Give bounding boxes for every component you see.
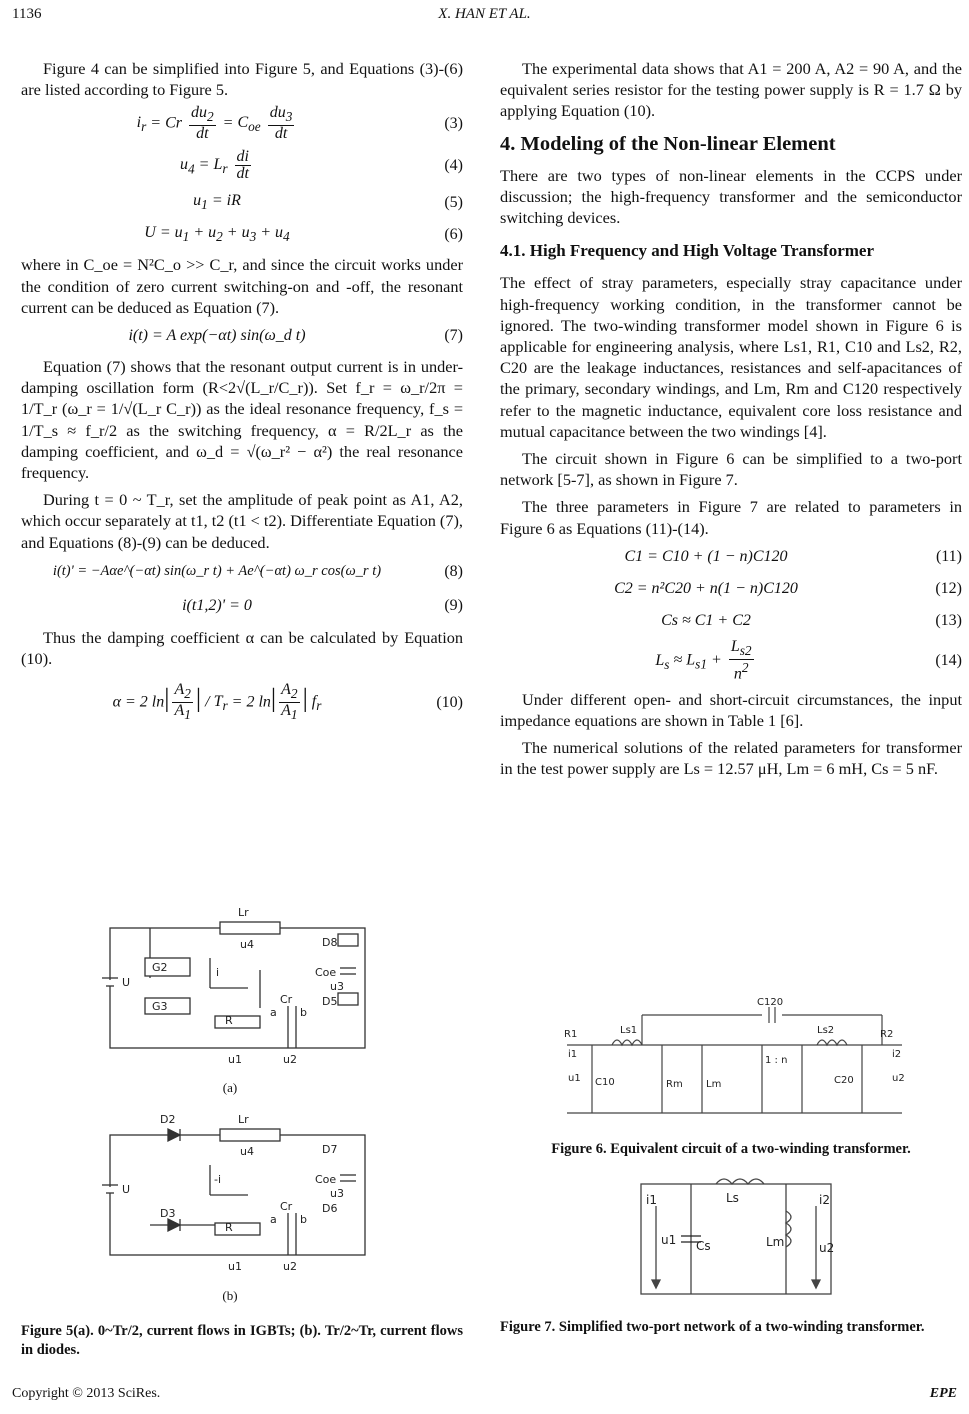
figure-5a-label: (a) [222,1080,238,1095]
equation-8: i(t)' = −Aαe^(−αt) sin(ω_r t) + Ae^(−αt) ω_r cos(ω_r t) (8) [52,563,463,581]
svg-text:u1: u1 [228,1260,242,1273]
svg-text:u1: u1 [228,1053,242,1066]
svg-text:u2: u2 [892,1073,905,1084]
svg-text:u1: u1 [661,1233,677,1247]
svg-text:C120: C120 [757,997,784,1008]
figure-7-caption: Figure 7. Simplified two-port network of a two-winding transformer. [500,1319,925,1335]
svg-text:D3: D3 [160,1207,176,1220]
svg-text:D2: D2 [160,1113,176,1126]
svg-text:D6: D6 [322,1202,338,1215]
paragraph: Equation (7) shows that the resonant output current is in under-damping oscillation form (R<2√(L_r/C_r)). Set f_r = ω_r/2π = 1/T_r (ω_r = 1/√(L_r C_r)) as the ideal resonance frequency, f_s = 1/T_s ≈ f_r/2 as the switching frequency, α = R/2L_r as the damping coefficient, and ω_d = √(ω_r² − α²) the real resonance frequency. [21,357,463,483]
svg-text:R: R [225,1014,233,1027]
svg-text:i2: i2 [819,1193,830,1207]
equation-3: $i_r = Cr$ $\frac{du_2}{dt}$ = $C_{oe}$ $\frac{du_3}{dt}$ (3) [136,103,463,142]
svg-text:u3: u3 [330,980,344,993]
svg-text:a: a [270,1213,277,1226]
left-column [21,58,463,737]
page-header [0,6,969,30]
svg-text:U: U [122,976,131,989]
svg-text:R2: R2 [880,1029,894,1040]
svg-text:D7: D7 [322,1143,338,1156]
equation-4: $u_4 = L_r$ $\frac{di}{dt}$ (4) [179,147,463,182]
svg-text:b: b [300,1213,307,1226]
svg-text:u2: u2 [283,1053,297,1066]
svg-text:D5: D5 [322,995,338,1008]
svg-text:Ls: Ls [726,1191,739,1205]
svg-text:Cr: Cr [280,1200,293,1213]
copyright: Copyright © 2013 SciRes. [12,1386,161,1401]
equation-13: Cs ≈ C1 + C2 (13) [661,612,962,630]
paragraph: The experimental data shows that A1 = 200 A, A2 = 90 A, and the equivalent series resistor for the testing power supply is R = 1.7 Ω by applying Equation (10). [500,59,962,121]
paragraph: The circuit shown in Figure 6 can be simplified to a two-port network [5-7], as shown in Figure 7. [500,449,962,490]
running-authors: X. HAN ET AL. [438,6,531,22]
figure-5-caption: Figure 5(a). 0~Tr/2, current flows in IGBTs; (b). Tr/2~Tr, current flows in diodes. [21,1323,463,1358]
svg-text:D8: D8 [322,936,338,949]
svg-text:R1: R1 [564,1029,578,1040]
equation-7: i(t) = A exp(−αt) sin(ω_d t) (7) [128,327,463,345]
subsection-heading: 4.1. High Frequency and High Voltage Transformer [500,241,875,261]
svg-text:U: U [122,1183,131,1196]
svg-text:G2: G2 [152,961,168,974]
svg-text:i: i [216,966,220,979]
paragraph: Figure 4 can be simplified into Figure 5, and Equations (3)-(6) are listed according to Figure 5. [21,59,463,100]
svg-text:u4: u4 [240,938,254,951]
svg-text:Ls1: Ls1 [620,1025,638,1036]
paragraph: There are two types of non-linear elements in the CCPS under discussion; the high-frequency transformer and the semiconductor switching devices. [500,165,962,228]
svg-text:1 : n: 1 : n [765,1055,788,1066]
svg-text:R: R [225,1221,233,1234]
equation-14: $L_s \approx L_{s1}$ + $\frac{L_{s2}}{n^2}$ (14) [655,638,962,683]
equation-9: i(t1,2)' = 0 (9) [182,597,463,615]
svg-text:u3: u3 [330,1187,344,1200]
svg-text:a: a [270,1006,277,1019]
svg-text:-i: -i [214,1173,222,1186]
svg-text:Lm: Lm [706,1079,722,1090]
svg-text:Cr: Cr [280,993,293,1006]
paragraph: Under different open- and short-circuit circumstances, the input impedance equations are shown in Table 1 [6]. [500,689,962,731]
svg-text:Ls2: Ls2 [817,1025,835,1036]
equation-5: $u_1$ = iR (5) [193,191,463,212]
svg-text:Coe: Coe [315,1173,337,1186]
svg-text:u2: u2 [819,1241,835,1255]
right-column [500,58,962,786]
label-lr: Lr [238,906,249,919]
figure-5b-circuit [100,1105,380,1277]
equation-6: $U = u_1 + u_2 + u_3 + u_4$ (6) [144,223,463,244]
svg-text:b: b [300,1006,307,1019]
svg-text:C20: C20 [834,1075,854,1086]
figure-6-circuit [562,995,907,1125]
paragraph: During t = 0 ~ T_r, set the amplitude of peak point as A1, A2, which occur separately at t1, t2 (t1 < t2). Differentiate Equation (7), and Equations (8)-(9) can be deduced. [21,490,463,552]
paragraph: The three parameters in Figure 7 are related to parameters in Figure 6 as Equations (11)-(14). [500,497,962,538]
svg-text:G3: G3 [152,1000,168,1013]
svg-text:Lr: Lr [238,1113,249,1126]
svg-text:Rm: Rm [666,1079,683,1090]
paragraph: Thus the damping coefficient α can be calculated by Equation (10). [21,627,463,669]
svg-text:u2: u2 [283,1260,297,1273]
paragraph: The effect of stray parameters, especially stray capacitance under high-frequency working condition, in the transformer cannot be ignored. The two-winding transformer model shown in Figure 6 is applicable for engineering analysis, where Ls1, R1, C10 and Ls2, R2, C20 are the leakage inductances, resistances and self-apacitances of the primary, secondary windings, and Lm, Rm and C120 respectively refer to the magnetic inductance, equivalent core loss resistance and mutual capacitance between the two windings [4]. [500,273,962,441]
svg-text:i1: i1 [568,1049,578,1060]
equation-11: C1 = C10 + (1 − n)C120 (11) [624,548,962,566]
svg-text:i1: i1 [646,1193,657,1207]
svg-text:Cs: Cs [696,1239,711,1253]
journal-name: EPE [929,1386,957,1401]
figure-6-caption: Figure 6. Equivalent circuit of a two-winding transformer. [551,1141,911,1157]
paragraph: where in C_oe = N²C_o >> C_r, and since the circuit works under the condition of zero current switching-on and -off, the resonant current can be deduced as Equation (7). [21,255,463,317]
paragraph: The numerical solutions of the related parameters for transformer in the test power supply are Ls = 12.57 μH, Lm = 6 mH, Cs = 5 nF. [500,738,962,779]
page-number: 1136 [12,6,42,22]
figure-7-circuit [636,1176,836,1301]
svg-text:i2: i2 [892,1049,902,1060]
svg-text:C10: C10 [595,1077,615,1088]
section-heading: 4. Modeling of the Non-linear Element [500,132,836,155]
equation-10: α = 2 ln| $\frac{A_2}{A_1}$ | / $T_r = 2$ ln| $\frac{A_2}{A_1}$ | $f_r$ (10) [112,680,463,722]
figure-5b-label: (b) [222,1288,238,1303]
svg-text:u4: u4 [240,1145,254,1158]
svg-text:u1: u1 [568,1073,581,1084]
equation-12: C2 = n²C20 + n(1 − n)C120 (12) [614,580,962,598]
figure-5a-circuit [100,898,380,1070]
svg-text:Coe: Coe [315,966,337,979]
svg-text:Lm: Lm [766,1235,785,1249]
